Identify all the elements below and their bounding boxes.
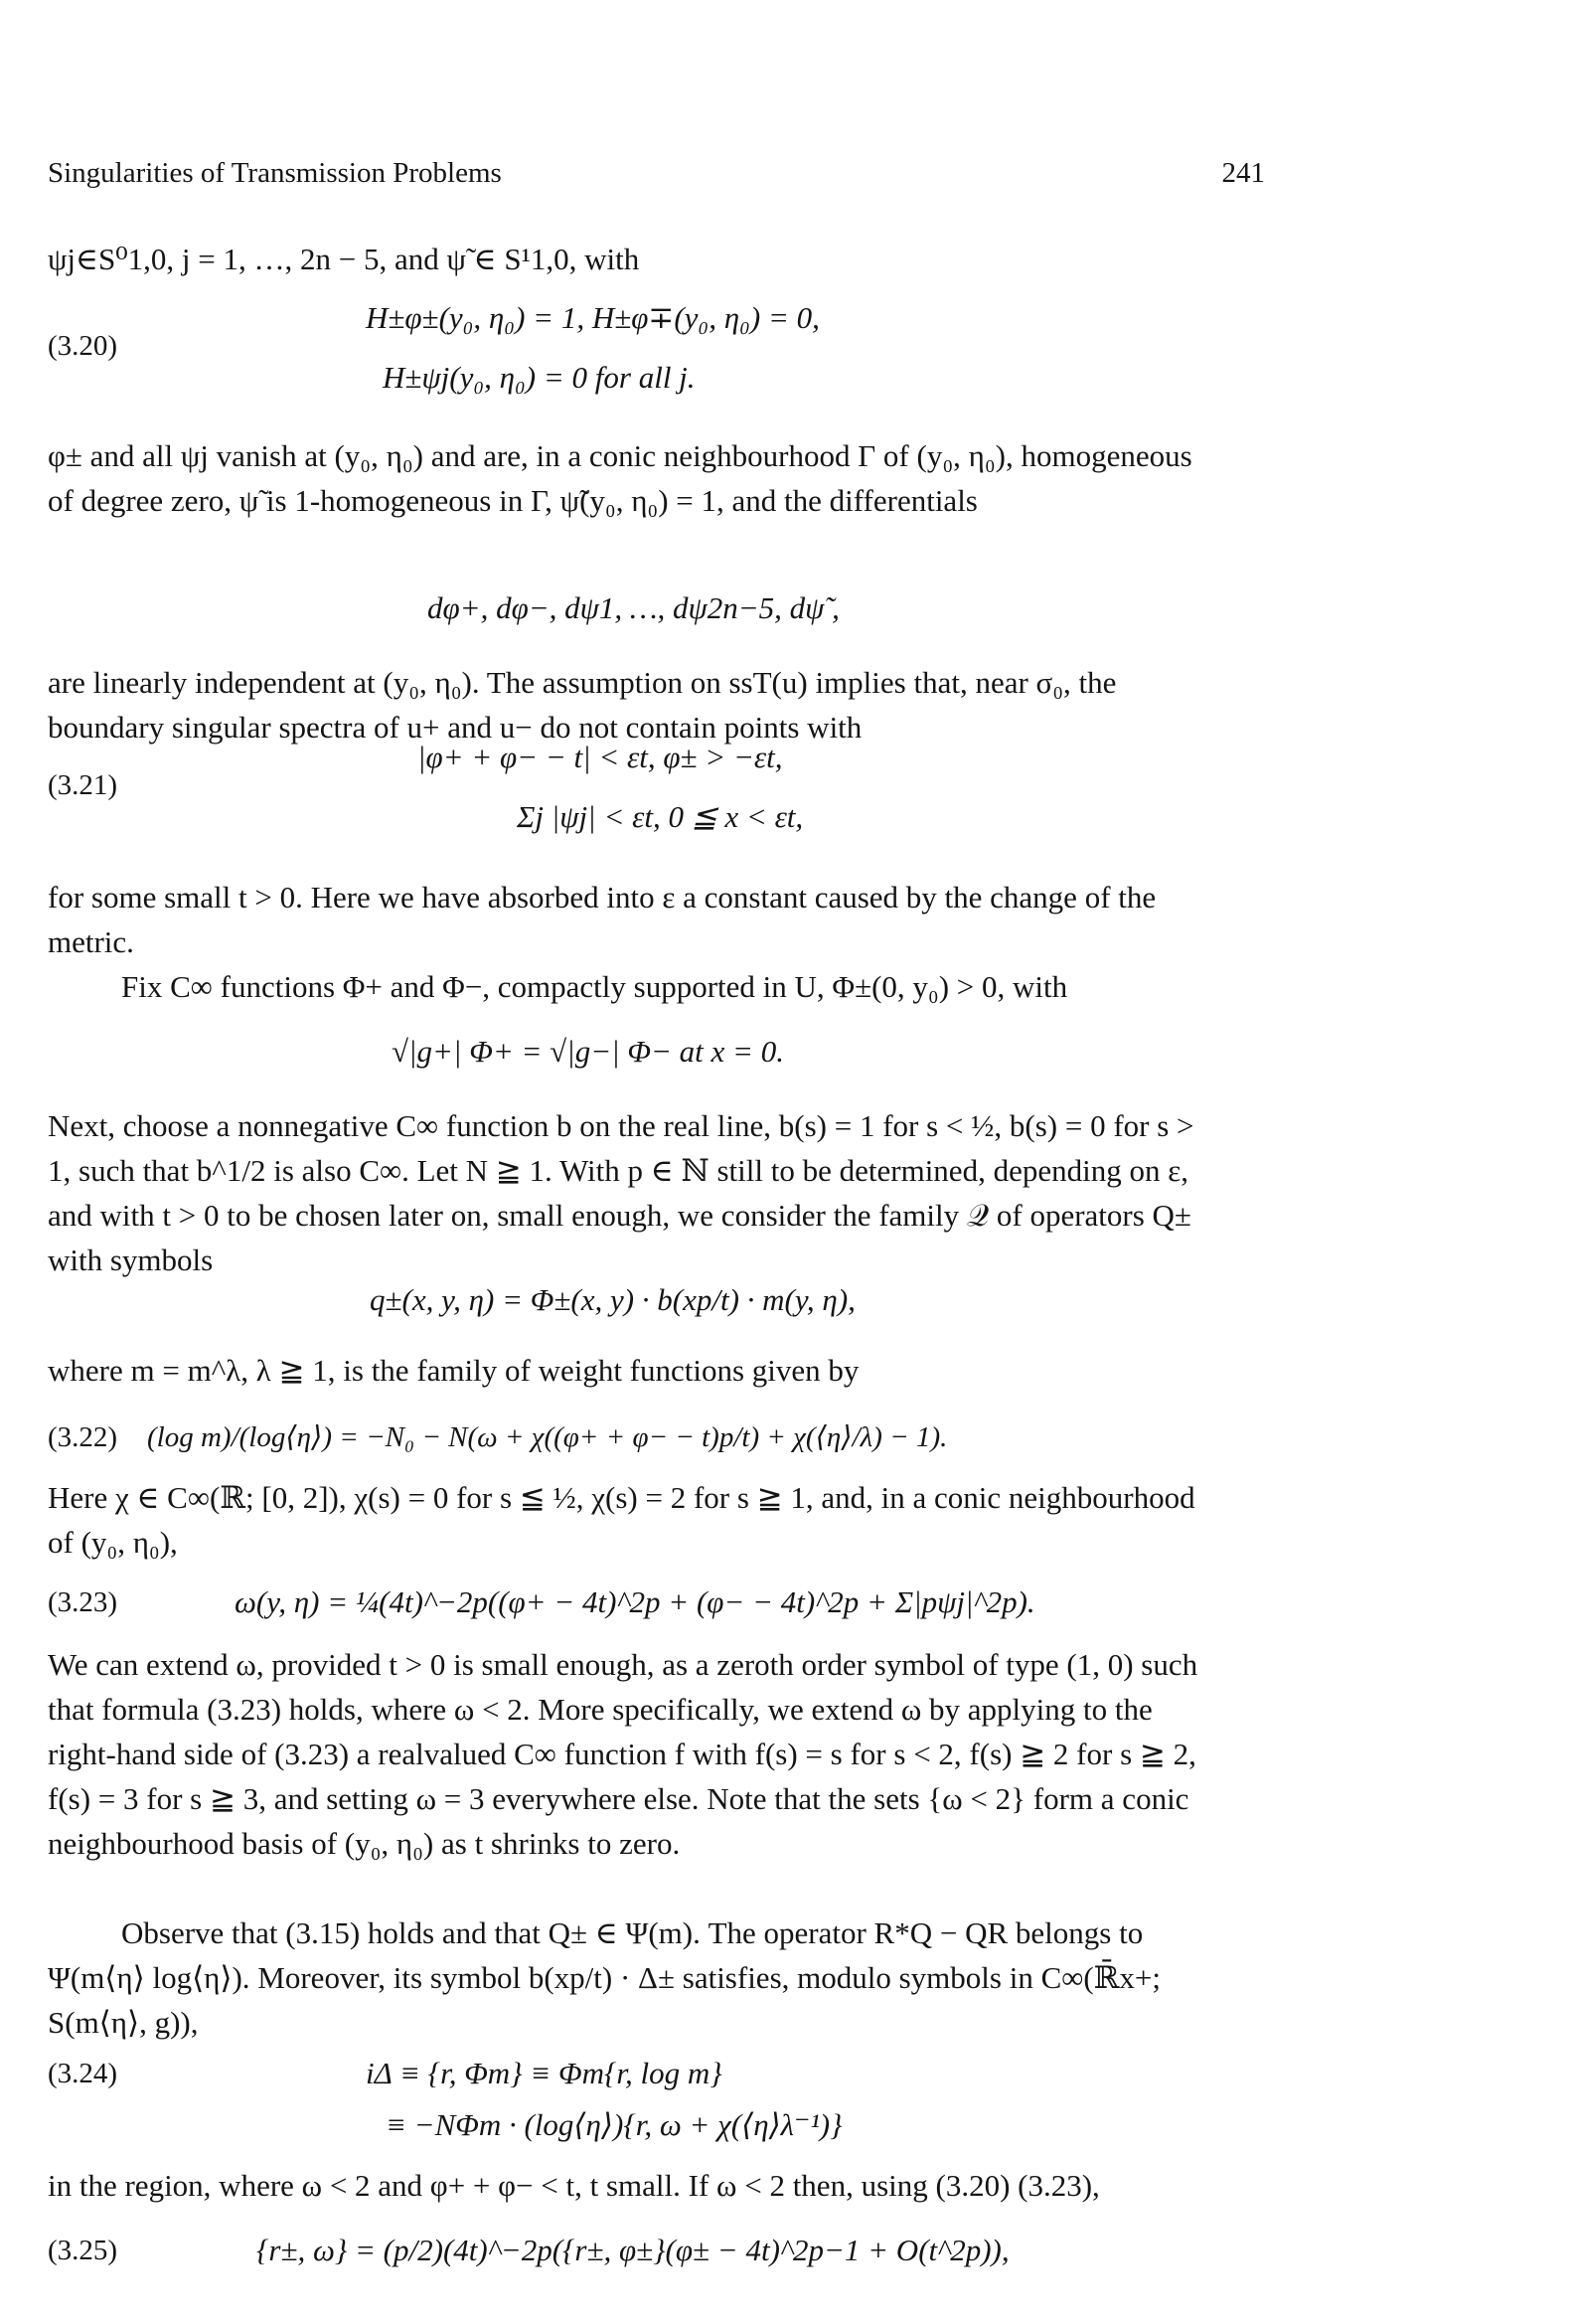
equation-3-24-line-1: iΔ ≡ {r, Φm} ≡ Φm{r, log m} — [366, 2056, 722, 2090]
paragraph-b7: where m = m^λ, λ ≧ 1, is the family of weight functions given by — [48, 1353, 860, 1388]
page-number: 241 — [1221, 157, 1265, 189]
paragraph-b9: We can extend ω, provided t > 0 is small enough, as a zeroth order symbol of type (1, 0) such that formula (3.23) holds, where ω < 2. More specifically, we extend ω by applying to the right-hand side of (3.23) a realvalued C∞ function f with f(s) = s for s < 2, f(s) ≧ 2 for s ≧ 2, f(s) = 3 for s ≧ 3, and setting ω = 3 everywhere else. Note that the sets {ω < 2} form a conic neighbourhood basis of (y₀, η₀) as t shrinks to zero. — [48, 1647, 1198, 1861]
equation-label-3-20: (3.20) — [48, 330, 118, 362]
equation-label-3-24: (3.24) — [48, 2058, 118, 2089]
paragraph-b5: Fix C∞ functions Φ+ and Φ−, compactly supported in U, Φ±(0, y₀) > 0, with — [121, 969, 1068, 1004]
paragraph-b2: φ± and all ψj vanish at (y₀, η₀) and are, in a conic neighbourhood Γ of (y₀, η₀), homogeneous of degree zero, ψ̃ is 1-homogeneous in Γ, ψ̃(y₀, η₀) = 1, and the differentials — [48, 438, 1192, 518]
paragraph-b1: ψj∈S⁰1,0, j = 1, …, 2n − 5, and ψ̃ ∈ S¹1,0, with — [48, 242, 640, 276]
paragraph-b8: Here χ ∈ C∞(ℝ; [0, 2]), χ(s) = 0 for s ≦ ½, χ(s) = 2 for s ≧ 1, and, in a conic neighbourhood of (y₀, η₀), — [48, 1480, 1195, 1560]
equation-label-3-21: (3.21) — [48, 769, 118, 801]
paragraph-b10: Observe that (3.15) holds and that Q± ∈ Ψ(m). The operator R*Q − QR belongs to Ψ(m⟨η⟩ log⟨η⟩). Moreover, its symbol b(xp/t) · Δ± satisfies, modulo symbols in C∞(ℝ̄x+; S(m⟨η⟩, g)), — [48, 1915, 1162, 2040]
equation-3-21-line-2: Σj |ψj| < εt, 0 ≦ x < εt, — [517, 799, 804, 834]
equation-3-21-line-1: |φ+ + φ− − t| < εt, φ± > −εt, — [417, 740, 783, 774]
equation-phi-matching: √|g+| Φ+ = √|g−| Φ− at x = 0. — [392, 1034, 784, 1069]
paragraph-b4: for some small t > 0. Here we have absorbed into ε a constant caused by the change of the metric. — [48, 880, 1157, 959]
equation-3-22: (log m)/(log⟨η⟩) = −N₀ − N(ω + χ((φ+ + φ− − t)p/t) + χ(⟨η⟩/λ) − 1). — [147, 1421, 948, 1453]
equation-symbol-q: q±(x, y, η) = Φ±(x, y) · b(xp/t) · m(y, η), — [370, 1282, 856, 1317]
equation-3-25: {r±, ω} = (p/2)(4t)^−2p({r±, φ±}(φ± − 4t)^2p−1 + O(t^2p)), — [256, 2233, 1010, 2267]
equation-3-24-line-2: ≡ −NΦm · (log⟨η⟩){r, ω + χ(⟨η⟩λ⁻¹)} — [386, 2107, 843, 2142]
running-title: Singularities of Transmission Problems — [48, 157, 502, 189]
equation-3-23: ω(y, η) = ¼(4t)^−2p((φ+ − 4t)^2p + (φ− − 4t)^2p + Σ|pψj|^2p). — [235, 1584, 1035, 1619]
equation-label-3-25: (3.25) — [48, 2235, 118, 2266]
paragraph-b3: are linearly independent at (y₀, η₀). The assumption on ssT(u) implies that, near σ₀, the boundary singular spectra of u+ and u− do not contain points with — [48, 665, 1117, 745]
equation-label-3-23: (3.23) — [48, 1586, 118, 1618]
equation-differentials: dφ+, dφ−, dψ1, …, dψ2n−5, dψ̃ , — [427, 590, 840, 625]
equation-3-20-line-2: H±ψj(y₀, η₀) = 0 for all j. — [383, 360, 696, 395]
equation-label-3-22: (3.22) — [48, 1421, 118, 1453]
paragraph-b6: Next, choose a nonnegative C∞ function b on the real line, b(s) = 1 for s < ½, b(s) = 0 for s > 1, such that b^1/2 is also C∞. Let N ≧ 1. With p ∈ ℕ still to be determined, depending on ε, and with t > 0 to be chosen later on, small enough, we consider the family 𝒬 of operators Q± with symbols — [48, 1108, 1194, 1277]
equation-3-20-line-1: H±φ±(y₀, η₀) = 1, H±φ∓(y₀, η₀) = 0, — [366, 300, 820, 335]
paragraph-b11: in the region, where ω < 2 and φ+ + φ− < t, t small. If ω < 2 then, using (3.20) (3.23), — [48, 2168, 1100, 2203]
